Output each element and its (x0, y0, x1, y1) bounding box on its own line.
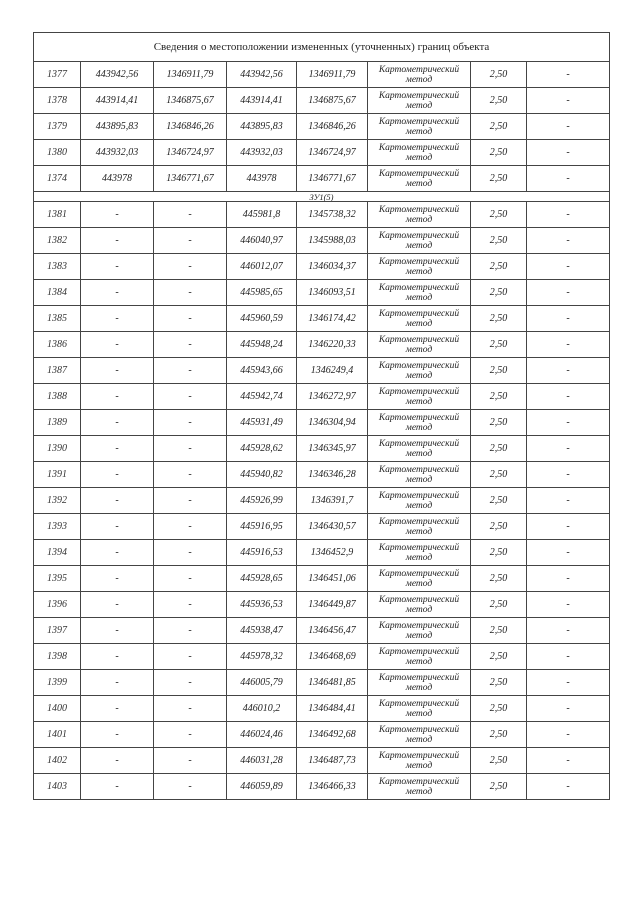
table-row (34, 410, 610, 436)
table-title: Сведения о местоположении измененных (уточненных) границ объекта (34, 33, 610, 62)
x-existing-cell: 443932,03 (81, 140, 154, 166)
x-updated-cell: 446040,97 (227, 228, 297, 254)
x-updated-cell: 445985,65 (227, 280, 297, 306)
table-row (34, 280, 610, 306)
y-updated-cell: 1346451,06 (297, 566, 368, 592)
accuracy-cell: 2,50 (471, 540, 527, 566)
point-description-cell: - (527, 280, 610, 306)
point-number-cell: 1401 (34, 722, 81, 748)
table-row (34, 140, 610, 166)
y-existing-cell: - (154, 436, 227, 462)
point-description-cell: - (527, 748, 610, 774)
point-description-cell: - (527, 254, 610, 280)
point-number-cell: 1380 (34, 140, 81, 166)
y-updated-cell: 1346220,33 (297, 332, 368, 358)
point-description-cell: - (527, 306, 610, 332)
y-updated-cell: 1346492,68 (297, 722, 368, 748)
point-description-cell: - (527, 166, 610, 192)
point-number-cell: 1388 (34, 384, 81, 410)
y-existing-cell: 1346771,67 (154, 166, 227, 192)
table-row (34, 566, 610, 592)
point-number-cell: 1386 (34, 332, 81, 358)
point-number-cell: 1397 (34, 618, 81, 644)
point-description-cell: - (527, 62, 610, 88)
point-description-cell: - (527, 462, 610, 488)
y-existing-cell: - (154, 644, 227, 670)
point-description-cell: - (527, 774, 610, 800)
y-updated-cell: 1346771,67 (297, 166, 368, 192)
y-updated-cell: 1346449,87 (297, 592, 368, 618)
coordinates-table (33, 32, 610, 800)
point-number-cell: 1402 (34, 748, 81, 774)
table-row (34, 540, 610, 566)
table-row (34, 644, 610, 670)
y-updated-cell: 1346456,47 (297, 618, 368, 644)
y-existing-cell: - (154, 254, 227, 280)
table-row (34, 488, 610, 514)
point-description-cell: - (527, 384, 610, 410)
accuracy-cell: 2,50 (471, 436, 527, 462)
method-cell: Картометрический метод (368, 540, 471, 566)
x-existing-cell: - (81, 436, 154, 462)
point-description-cell: - (527, 140, 610, 166)
point-number-cell: 1394 (34, 540, 81, 566)
method-cell: Картометрический метод (368, 644, 471, 670)
accuracy-cell: 2,50 (471, 644, 527, 670)
x-updated-cell: 445938,47 (227, 618, 297, 644)
y-existing-cell: - (154, 696, 227, 722)
point-number-cell: 1389 (34, 410, 81, 436)
y-existing-cell: - (154, 202, 227, 228)
y-existing-cell: - (154, 462, 227, 488)
point-number-cell: 1384 (34, 280, 81, 306)
x-existing-cell: - (81, 514, 154, 540)
table-row (34, 670, 610, 696)
method-cell: Картометрический метод (368, 228, 471, 254)
x-existing-cell: - (81, 202, 154, 228)
method-cell: Картометрический метод (368, 332, 471, 358)
table-row (34, 774, 610, 800)
method-cell: Картометрический метод (368, 722, 471, 748)
x-existing-cell: - (81, 748, 154, 774)
y-updated-cell: 1346484,41 (297, 696, 368, 722)
point-description-cell: - (527, 644, 610, 670)
y-updated-cell: 1346093,51 (297, 280, 368, 306)
point-description-cell: - (527, 332, 610, 358)
x-existing-cell: - (81, 618, 154, 644)
y-updated-cell: 1346430,57 (297, 514, 368, 540)
x-updated-cell: 445926,99 (227, 488, 297, 514)
point-number-cell: 1396 (34, 592, 81, 618)
accuracy-cell: 2,50 (471, 358, 527, 384)
point-number-cell: 1383 (34, 254, 81, 280)
x-updated-cell: 445916,95 (227, 514, 297, 540)
y-existing-cell: 1346911,79 (154, 62, 227, 88)
point-number-cell: 1398 (34, 644, 81, 670)
y-updated-cell: 1345988,03 (297, 228, 368, 254)
y-updated-cell: 1346391,7 (297, 488, 368, 514)
table-row (34, 462, 610, 488)
x-updated-cell: 446024,46 (227, 722, 297, 748)
accuracy-cell: 2,50 (471, 332, 527, 358)
accuracy-cell: 2,50 (471, 748, 527, 774)
x-updated-cell: 443978 (227, 166, 297, 192)
x-updated-cell: 445916,53 (227, 540, 297, 566)
x-existing-cell: - (81, 722, 154, 748)
y-existing-cell: - (154, 540, 227, 566)
accuracy-cell: 2,50 (471, 618, 527, 644)
y-updated-cell: 1346487,73 (297, 748, 368, 774)
accuracy-cell: 2,50 (471, 592, 527, 618)
x-updated-cell: 445960,59 (227, 306, 297, 332)
point-description-cell: - (527, 618, 610, 644)
point-number-cell: 1385 (34, 306, 81, 332)
point-description-cell: - (527, 114, 610, 140)
y-updated-cell: 1346272,97 (297, 384, 368, 410)
x-updated-cell: 443914,41 (227, 88, 297, 114)
table-row (34, 114, 610, 140)
point-number-cell: 1381 (34, 202, 81, 228)
point-description-cell: - (527, 540, 610, 566)
y-existing-cell: - (154, 566, 227, 592)
x-updated-cell: 445942,74 (227, 384, 297, 410)
table-row (34, 306, 610, 332)
x-existing-cell: - (81, 566, 154, 592)
accuracy-cell: 2,50 (471, 166, 527, 192)
x-updated-cell: 445936,53 (227, 592, 297, 618)
y-updated-cell: 1346846,26 (297, 114, 368, 140)
y-updated-cell: 1346468,69 (297, 644, 368, 670)
y-existing-cell: - (154, 228, 227, 254)
table-row (34, 748, 610, 774)
y-existing-cell: - (154, 592, 227, 618)
method-cell: Картометрический метод (368, 202, 471, 228)
x-existing-cell: - (81, 384, 154, 410)
x-existing-cell: - (81, 462, 154, 488)
point-description-cell: - (527, 488, 610, 514)
point-description-cell: - (527, 696, 610, 722)
accuracy-cell: 2,50 (471, 566, 527, 592)
x-existing-cell: 443942,56 (81, 62, 154, 88)
table-row (34, 358, 610, 384)
y-existing-cell: 1346846,26 (154, 114, 227, 140)
table-row (34, 722, 610, 748)
method-cell: Картометрический метод (368, 358, 471, 384)
method-cell: Картометрический метод (368, 462, 471, 488)
x-existing-cell: 443978 (81, 166, 154, 192)
y-existing-cell: - (154, 280, 227, 306)
x-updated-cell: 446059,89 (227, 774, 297, 800)
y-updated-cell: 1346481,85 (297, 670, 368, 696)
y-existing-cell: - (154, 748, 227, 774)
point-description-cell: - (527, 202, 610, 228)
x-existing-cell: - (81, 592, 154, 618)
point-number-cell: 1399 (34, 670, 81, 696)
x-existing-cell: - (81, 228, 154, 254)
method-cell: Картометрический метод (368, 436, 471, 462)
y-updated-cell: 1346911,79 (297, 62, 368, 88)
point-number-cell: 1379 (34, 114, 81, 140)
accuracy-cell: 2,50 (471, 280, 527, 306)
point-description-cell: - (527, 670, 610, 696)
x-updated-cell: 445928,65 (227, 566, 297, 592)
method-cell: Картометрический метод (368, 566, 471, 592)
x-updated-cell: 445943,66 (227, 358, 297, 384)
y-updated-cell: 1346304,94 (297, 410, 368, 436)
y-existing-cell: - (154, 358, 227, 384)
y-existing-cell: - (154, 332, 227, 358)
y-updated-cell: 1346034,37 (297, 254, 368, 280)
y-existing-cell: - (154, 306, 227, 332)
x-updated-cell: 445948,24 (227, 332, 297, 358)
x-existing-cell: - (81, 254, 154, 280)
table-row (34, 202, 610, 228)
table-row (34, 384, 610, 410)
x-updated-cell: 443932,03 (227, 140, 297, 166)
table-row (34, 332, 610, 358)
point-description-cell: - (527, 592, 610, 618)
y-existing-cell: - (154, 488, 227, 514)
method-cell: Картометрический метод (368, 748, 471, 774)
table-row (34, 592, 610, 618)
method-cell: Картометрический метод (368, 140, 471, 166)
y-updated-cell: 1346724,97 (297, 140, 368, 166)
method-cell: Картометрический метод (368, 592, 471, 618)
accuracy-cell: 2,50 (471, 722, 527, 748)
method-cell: Картометрический метод (368, 670, 471, 696)
point-number-cell: 1403 (34, 774, 81, 800)
y-updated-cell: 1346346,28 (297, 462, 368, 488)
x-existing-cell: - (81, 540, 154, 566)
x-updated-cell: 445928,62 (227, 436, 297, 462)
point-description-cell: - (527, 514, 610, 540)
point-description-cell: - (527, 358, 610, 384)
x-existing-cell: 443895,83 (81, 114, 154, 140)
y-updated-cell: 1346875,67 (297, 88, 368, 114)
accuracy-cell: 2,50 (471, 114, 527, 140)
x-existing-cell: - (81, 410, 154, 436)
section-label: ЗУ1(5) (34, 192, 610, 202)
x-updated-cell: 446031,28 (227, 748, 297, 774)
table-row (34, 166, 610, 192)
y-existing-cell: - (154, 514, 227, 540)
y-existing-cell: - (154, 410, 227, 436)
x-existing-cell: - (81, 644, 154, 670)
table-row (34, 618, 610, 644)
y-existing-cell: 1346724,97 (154, 140, 227, 166)
accuracy-cell: 2,50 (471, 488, 527, 514)
y-existing-cell: - (154, 384, 227, 410)
point-description-cell: - (527, 566, 610, 592)
accuracy-cell: 2,50 (471, 462, 527, 488)
point-number-cell: 1390 (34, 436, 81, 462)
point-number-cell: 1377 (34, 62, 81, 88)
point-number-cell: 1392 (34, 488, 81, 514)
point-number-cell: 1387 (34, 358, 81, 384)
x-existing-cell: - (81, 280, 154, 306)
y-existing-cell: - (154, 722, 227, 748)
section-row (34, 192, 610, 202)
method-cell: Картометрический метод (368, 114, 471, 140)
accuracy-cell: 2,50 (471, 254, 527, 280)
y-existing-cell: - (154, 774, 227, 800)
method-cell: Картометрический метод (368, 774, 471, 800)
y-updated-cell: 1346466,33 (297, 774, 368, 800)
point-number-cell: 1393 (34, 514, 81, 540)
method-cell: Картометрический метод (368, 62, 471, 88)
point-number-cell: 1395 (34, 566, 81, 592)
accuracy-cell: 2,50 (471, 696, 527, 722)
accuracy-cell: 2,50 (471, 774, 527, 800)
table-row (34, 228, 610, 254)
x-updated-cell: 443895,83 (227, 114, 297, 140)
x-updated-cell: 446012,07 (227, 254, 297, 280)
point-number-cell: 1382 (34, 228, 81, 254)
x-updated-cell: 445940,82 (227, 462, 297, 488)
y-updated-cell: 1346174,42 (297, 306, 368, 332)
table-row (34, 88, 610, 114)
accuracy-cell: 2,50 (471, 62, 527, 88)
point-description-cell: - (527, 228, 610, 254)
x-updated-cell: 443942,56 (227, 62, 297, 88)
x-updated-cell: 446005,79 (227, 670, 297, 696)
table-row (34, 436, 610, 462)
x-existing-cell: - (81, 696, 154, 722)
point-number-cell: 1400 (34, 696, 81, 722)
accuracy-cell: 2,50 (471, 514, 527, 540)
y-updated-cell: 1346249,4 (297, 358, 368, 384)
accuracy-cell: 2,50 (471, 384, 527, 410)
accuracy-cell: 2,50 (471, 202, 527, 228)
method-cell: Картометрический метод (368, 280, 471, 306)
point-description-cell: - (527, 722, 610, 748)
method-cell: Картометрический метод (368, 488, 471, 514)
method-cell: Картометрический метод (368, 384, 471, 410)
x-updated-cell: 445978,32 (227, 644, 297, 670)
x-existing-cell: - (81, 774, 154, 800)
y-updated-cell: 1345738,32 (297, 202, 368, 228)
point-number-cell: 1374 (34, 166, 81, 192)
table-row (34, 254, 610, 280)
y-existing-cell: 1346875,67 (154, 88, 227, 114)
method-cell: Картометрический метод (368, 618, 471, 644)
accuracy-cell: 2,50 (471, 88, 527, 114)
point-number-cell: 1378 (34, 88, 81, 114)
x-existing-cell: - (81, 670, 154, 696)
accuracy-cell: 2,50 (471, 410, 527, 436)
table-row (34, 62, 610, 88)
method-cell: Картометрический метод (368, 514, 471, 540)
point-description-cell: - (527, 436, 610, 462)
y-existing-cell: - (154, 618, 227, 644)
method-cell: Картометрический метод (368, 306, 471, 332)
x-existing-cell: 443914,41 (81, 88, 154, 114)
point-number-cell: 1391 (34, 462, 81, 488)
y-updated-cell: 1346452,9 (297, 540, 368, 566)
x-existing-cell: - (81, 358, 154, 384)
x-existing-cell: - (81, 306, 154, 332)
y-existing-cell: - (154, 670, 227, 696)
accuracy-cell: 2,50 (471, 228, 527, 254)
table-row (34, 696, 610, 722)
table-row (34, 514, 610, 540)
method-cell: Картометрический метод (368, 166, 471, 192)
y-updated-cell: 1346345,97 (297, 436, 368, 462)
x-existing-cell: - (81, 488, 154, 514)
x-updated-cell: 446010,2 (227, 696, 297, 722)
method-cell: Картометрический метод (368, 696, 471, 722)
method-cell: Картометрический метод (368, 254, 471, 280)
accuracy-cell: 2,50 (471, 140, 527, 166)
point-description-cell: - (527, 88, 610, 114)
accuracy-cell: 2,50 (471, 306, 527, 332)
table-title-row (34, 33, 610, 62)
method-cell: Картометрический метод (368, 410, 471, 436)
x-updated-cell: 445981,8 (227, 202, 297, 228)
method-cell: Картометрический метод (368, 88, 471, 114)
point-description-cell: - (527, 410, 610, 436)
x-updated-cell: 445931,49 (227, 410, 297, 436)
x-existing-cell: - (81, 332, 154, 358)
accuracy-cell: 2,50 (471, 670, 527, 696)
